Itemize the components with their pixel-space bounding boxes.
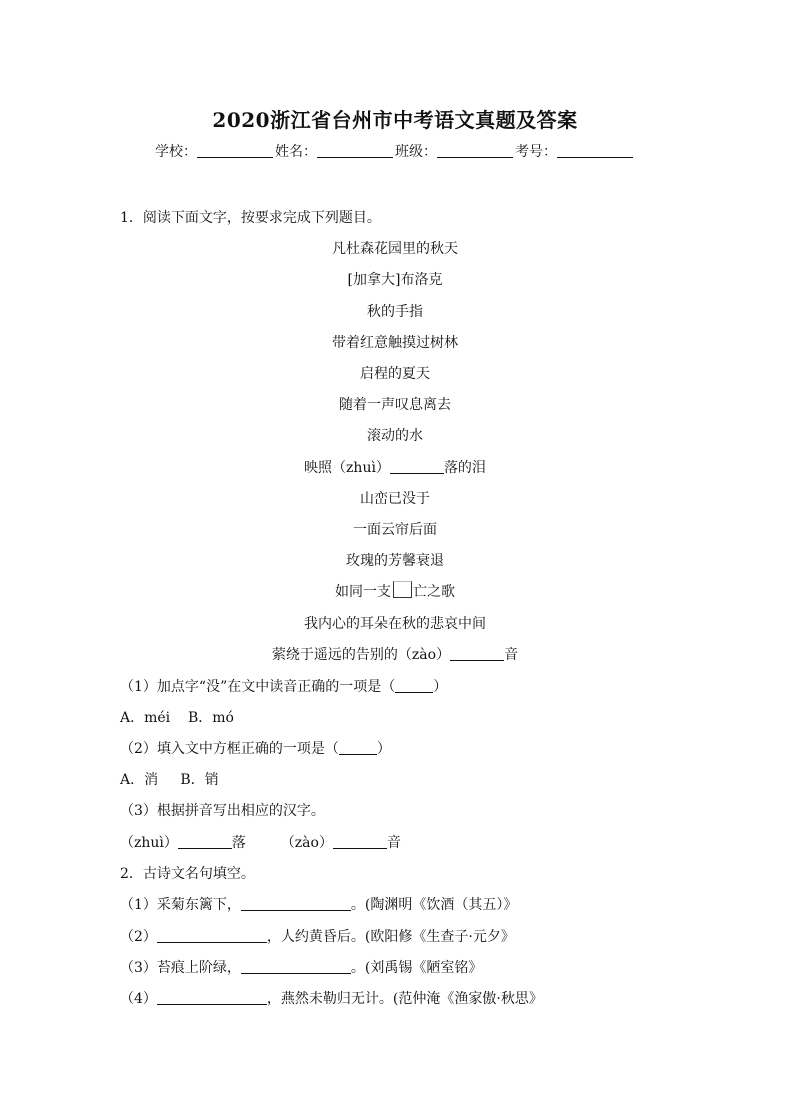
question-text: 。(陶渊明《饮酒（其五）》 [350, 897, 518, 913]
q2-item [120, 926, 515, 946]
number-blank[interactable] [557, 143, 633, 158]
document-title: 2020浙江省台州市中考语文真题及答案 [212, 108, 578, 132]
fill-blank[interactable] [450, 646, 504, 661]
poem-text: 映照（zhuì） [304, 460, 390, 476]
poem-author: [加拿大]布洛克 [347, 272, 443, 288]
class-blank[interactable] [437, 143, 513, 158]
answer-blank[interactable] [395, 678, 433, 693]
poem-line: 一面云帘后面 [353, 522, 437, 538]
poem-line: 我内心的耳朵在秋的悲哀中间 [304, 616, 486, 632]
class-label: 班级： [395, 144, 437, 160]
answer-blank[interactable] [241, 959, 351, 974]
question-text: （3）苔痕上阶绿， [120, 960, 241, 976]
question-text: ，人约黄昏后。(欧阳修《生查子·元夕》 [266, 929, 515, 945]
q1-sub3-answers [120, 832, 401, 852]
question-text: ，燕然未勒归无计。(范仲淹《渔家傲·秋思》 [266, 991, 543, 1007]
question-text: （4） [120, 991, 157, 1007]
poem-text: 落的泪 [443, 460, 486, 476]
answer-blank[interactable] [157, 928, 267, 943]
q2-heading: 2．古诗文名句填空。 [120, 866, 255, 882]
poem-line-box [0, 581, 790, 601]
fill-blank[interactable] [390, 459, 444, 474]
poem-line: 秋的手指 [367, 304, 423, 320]
poem-text: 如同一支 [335, 584, 391, 600]
q1-sub1 [120, 676, 447, 696]
student-info-row [0, 141, 790, 161]
school-blank[interactable] [197, 143, 273, 158]
poem-line-zhui [0, 457, 790, 477]
question-text: （1）采菊东篱下， [120, 897, 241, 913]
question-text: （2）填入文中方框正确的一项是（ [120, 741, 339, 757]
answer-blank[interactable] [178, 834, 232, 849]
q1-sub3: （3）根据拼音写出相应的汉字。 [120, 803, 325, 819]
answer-box[interactable] [393, 581, 412, 598]
question-text: （zhuì） [120, 835, 178, 851]
school-label: 学校： [155, 144, 197, 160]
poem-line: 随着一声叹息离去 [339, 397, 451, 413]
answer-blank[interactable] [157, 990, 267, 1005]
q1-sub2 [120, 738, 391, 758]
question-text: （zào） [280, 835, 333, 851]
poem-line-zao [0, 644, 790, 664]
question-text: （2） [120, 929, 157, 945]
q1-sub2-options: A．消 B．销 [120, 772, 219, 788]
poem-line: 启程的夏天 [360, 366, 430, 382]
q1-heading: 1．阅读下面文字，按要求完成下列题目。 [120, 210, 381, 226]
question-text: 。(刘禹锡《陋室铭》 [350, 960, 483, 976]
question-text: （1）加点字“没”在文中读音正确的一项是（ [120, 679, 396, 695]
number-label: 考号： [515, 144, 557, 160]
poem-text: 音 [504, 647, 519, 663]
q2-item [120, 957, 482, 977]
answer-blank[interactable] [241, 896, 351, 911]
poem-line: 滚动的水 [367, 428, 423, 444]
poem-line: 带着红意触摸过树林 [332, 335, 458, 351]
question-text: ） [433, 679, 448, 695]
poem-text: 亡之歌 [413, 584, 455, 600]
question-text: 落 [231, 835, 246, 851]
poem-line: 山峦已没于 [360, 491, 430, 507]
poem-text: 萦绕于遥远的告别的（zào） [271, 647, 451, 663]
poem-line: 玫瑰的芳馨衰退 [346, 553, 444, 569]
q2-item [120, 894, 517, 914]
name-blank[interactable] [317, 143, 393, 158]
name-label: 姓名： [275, 144, 317, 160]
question-text: 音 [386, 835, 401, 851]
question-text: ） [376, 741, 391, 757]
q2-item [120, 988, 543, 1008]
answer-blank[interactable] [339, 740, 377, 755]
q1-sub1-options: A．méi B．mó [120, 710, 234, 726]
answer-blank[interactable] [333, 834, 387, 849]
poem-title: 凡杜森花园里的秋天 [332, 241, 458, 257]
